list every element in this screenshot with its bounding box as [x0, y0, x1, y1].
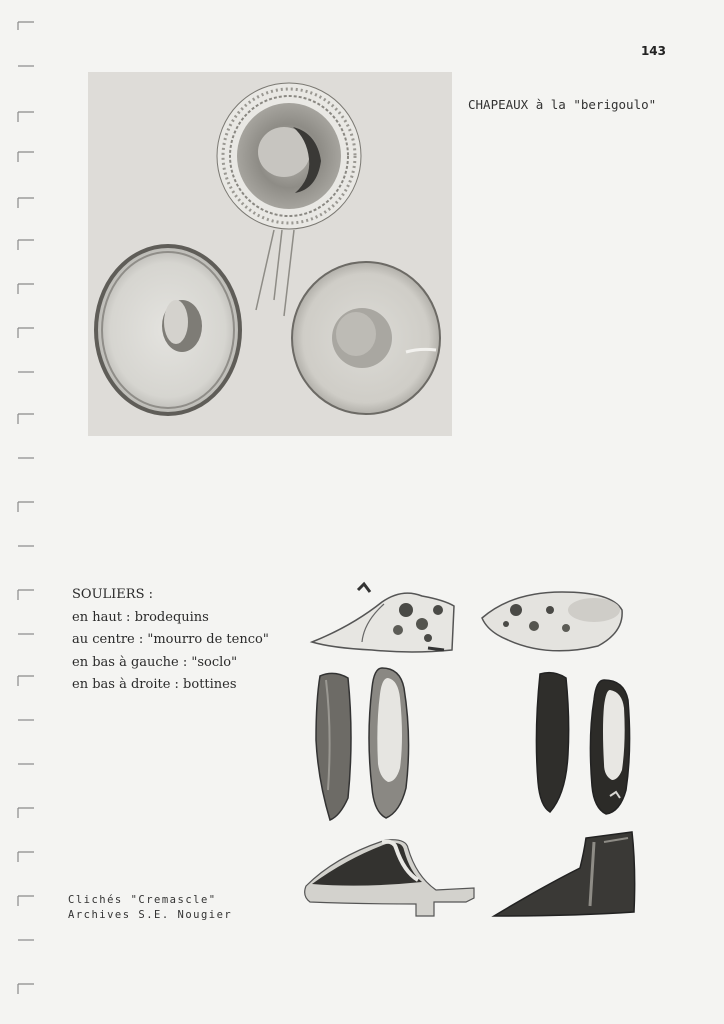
- credits-line-1: Clichés "Cremascle": [68, 894, 217, 906]
- photo-credits: [68, 893, 232, 923]
- shoes-line-bottom-left: en bas à gauche : "soclo": [72, 654, 238, 670]
- slipper-right-pair: [536, 673, 629, 814]
- hats-caption: CHAPEAUX à la "berigoulo": [468, 97, 657, 112]
- binding-marks: [0, 0, 40, 1024]
- credits-line-2: Archives S.E. Nougier: [68, 909, 233, 921]
- slipper-left-pair: [316, 668, 409, 820]
- shoes-illustration: [298, 580, 648, 925]
- shoes-title: SOULIERS :: [72, 587, 153, 602]
- soclo-clog: [305, 840, 474, 916]
- embroidered-shoe-left: [312, 584, 454, 652]
- brim-hat-right: [292, 262, 440, 414]
- hats-photograph: [88, 72, 452, 436]
- embroidered-shoe-right: [482, 592, 622, 651]
- brim-hat-left: [96, 246, 240, 414]
- page-number: 143: [640, 44, 666, 58]
- shoes-line-bottom-right: en bas à droite : bottines: [72, 677, 237, 692]
- bottine-boot: [494, 832, 635, 916]
- shoes-line-top: en haut : brodequins: [72, 609, 209, 625]
- shoes-photograph: [298, 580, 648, 925]
- shoes-line-center: au centre : "mourro de tenco": [72, 632, 269, 647]
- shoes-caption: [72, 584, 269, 697]
- hats-illustration: [88, 72, 452, 436]
- spiral-binding: [0, 0, 40, 1024]
